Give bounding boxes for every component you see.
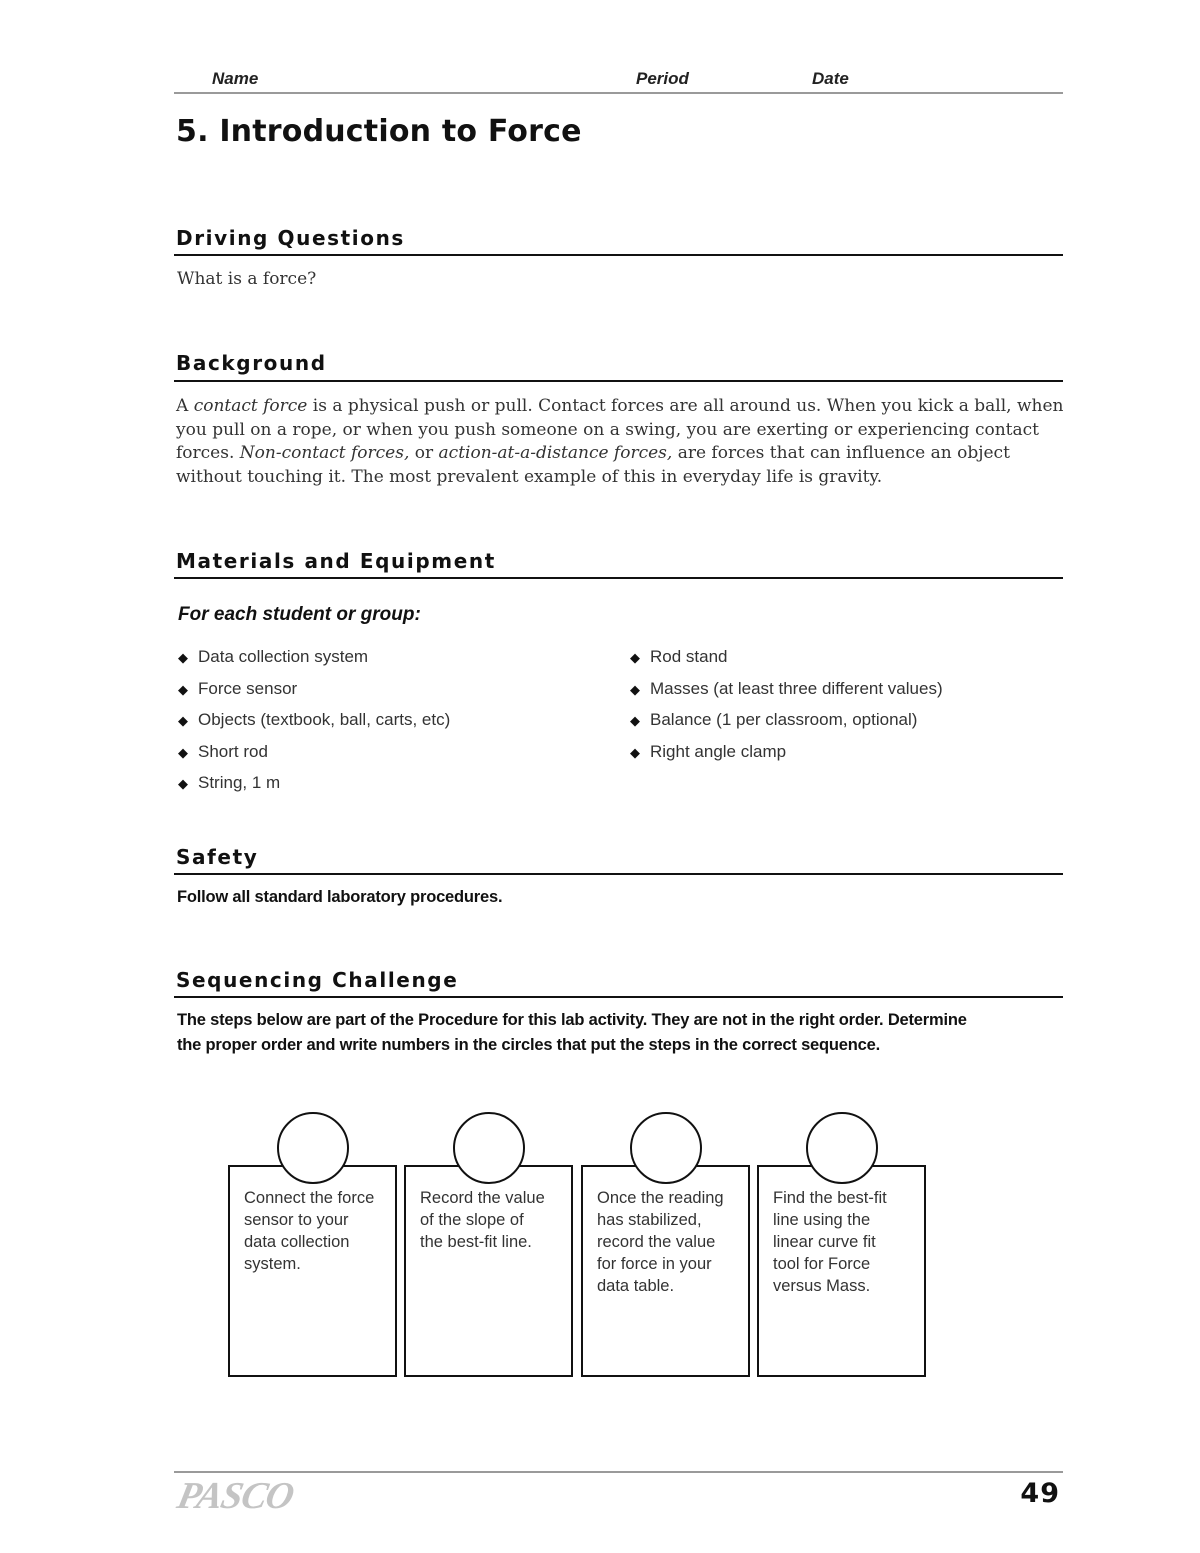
sequence-step-card: [404, 1165, 573, 1377]
background-heading: Background: [176, 351, 327, 375]
sequencing-rule: [174, 996, 1063, 998]
diamond-bullet-icon: ◆: [178, 650, 188, 665]
list-item: ◆ Objects (textbook, ball, carts, etc): [178, 709, 450, 741]
diamond-bullet-icon: ◆: [178, 713, 188, 728]
materials-heading: Materials and Equipment: [176, 549, 496, 573]
materials-subheading: For each student or group:: [178, 604, 421, 625]
diamond-bullet-icon: ◆: [630, 744, 640, 760]
sequence-step-card: [757, 1165, 926, 1377]
sequence-order-circle[interactable]: [806, 1112, 878, 1184]
materials-rule: [174, 577, 1063, 579]
sequencing-instructions-line-1: The steps below are part of the Procedure for this lab activity. They are not in the right order. Determine: [177, 1011, 967, 1029]
sequence-step-card: [581, 1165, 750, 1377]
diamond-bullet-icon: ◆: [630, 681, 640, 697]
background-paragraph: A contact force is a physical push or pull. Contact forces are all around us. When you kick a ball, when you pull on a rope, or when you push someone on a swing, you are exerting or experiencing contact forces. Non-contact forces, or action-at-a-distance forces, are forces that can influence an object without touching it. The most prevalent example of this in everyday life is gravity.: [176, 396, 1064, 487]
driving-question-text: What is a force?: [177, 269, 317, 289]
date-label: Date: [812, 69, 849, 88]
period-label: Period: [636, 69, 689, 88]
sequence-step-text: Connect the force sensor to your data collection system.: [244, 1189, 375, 1273]
sequencing-heading: Sequencing Challenge: [176, 968, 459, 992]
safety-rule: [174, 873, 1063, 875]
list-item: ◆ Right angle clamp: [630, 741, 943, 773]
page-number: 49: [1020, 1478, 1060, 1509]
materials-list-right: [630, 646, 943, 772]
sequence-order-circle[interactable]: [277, 1112, 349, 1184]
materials-list-left: [178, 646, 450, 804]
sequence-step-text: Record the value of the slope of the best-fit line.: [420, 1189, 545, 1251]
diamond-bullet-icon: ◆: [178, 744, 188, 760]
list-item: ◆ Data collection system: [178, 646, 450, 678]
name-label: Name: [212, 69, 259, 88]
diamond-bullet-icon: ◆: [630, 650, 640, 665]
list-item: ◆ Masses (at least three different values): [630, 678, 943, 710]
header-rule: [174, 92, 1063, 94]
list-item: ◆ Short rod: [178, 741, 450, 773]
sequence-step-text: Find the best-fit line using the linear curve fit tool for Force versus Mass.: [773, 1189, 887, 1295]
list-item: ◆ Rod stand: [630, 646, 943, 678]
sequence-order-circle[interactable]: [453, 1112, 525, 1184]
sequencing-instructions-line-2: the proper order and write numbers in the circles that put the steps in the correct sequence.: [177, 1036, 880, 1054]
sequence-step-card: [228, 1165, 397, 1377]
driving-questions-rule: [174, 254, 1063, 256]
background-rule: [174, 380, 1063, 382]
list-item: ◆ Force sensor: [178, 678, 450, 710]
diamond-bullet-icon: ◆: [178, 681, 188, 697]
sequence-step-text: Once the reading has stabilized, record the value for force in your data table.: [597, 1189, 724, 1295]
list-item: ◆ String, 1 m: [178, 772, 450, 804]
list-item: ◆ Balance (1 per classroom, optional): [630, 709, 943, 741]
diamond-bullet-icon: ◆: [178, 776, 188, 791]
sequence-order-circle[interactable]: [630, 1112, 702, 1184]
driving-questions-heading: Driving Questions: [176, 226, 405, 250]
safety-text: Follow all standard laboratory procedures.: [177, 888, 503, 906]
page-title: 5. Introduction to Force: [176, 114, 582, 149]
pasco-logo: PASCO: [173, 1475, 298, 1517]
footer-rule: [174, 1471, 1063, 1473]
diamond-bullet-icon: ◆: [630, 713, 640, 728]
safety-heading: Safety: [176, 845, 259, 869]
